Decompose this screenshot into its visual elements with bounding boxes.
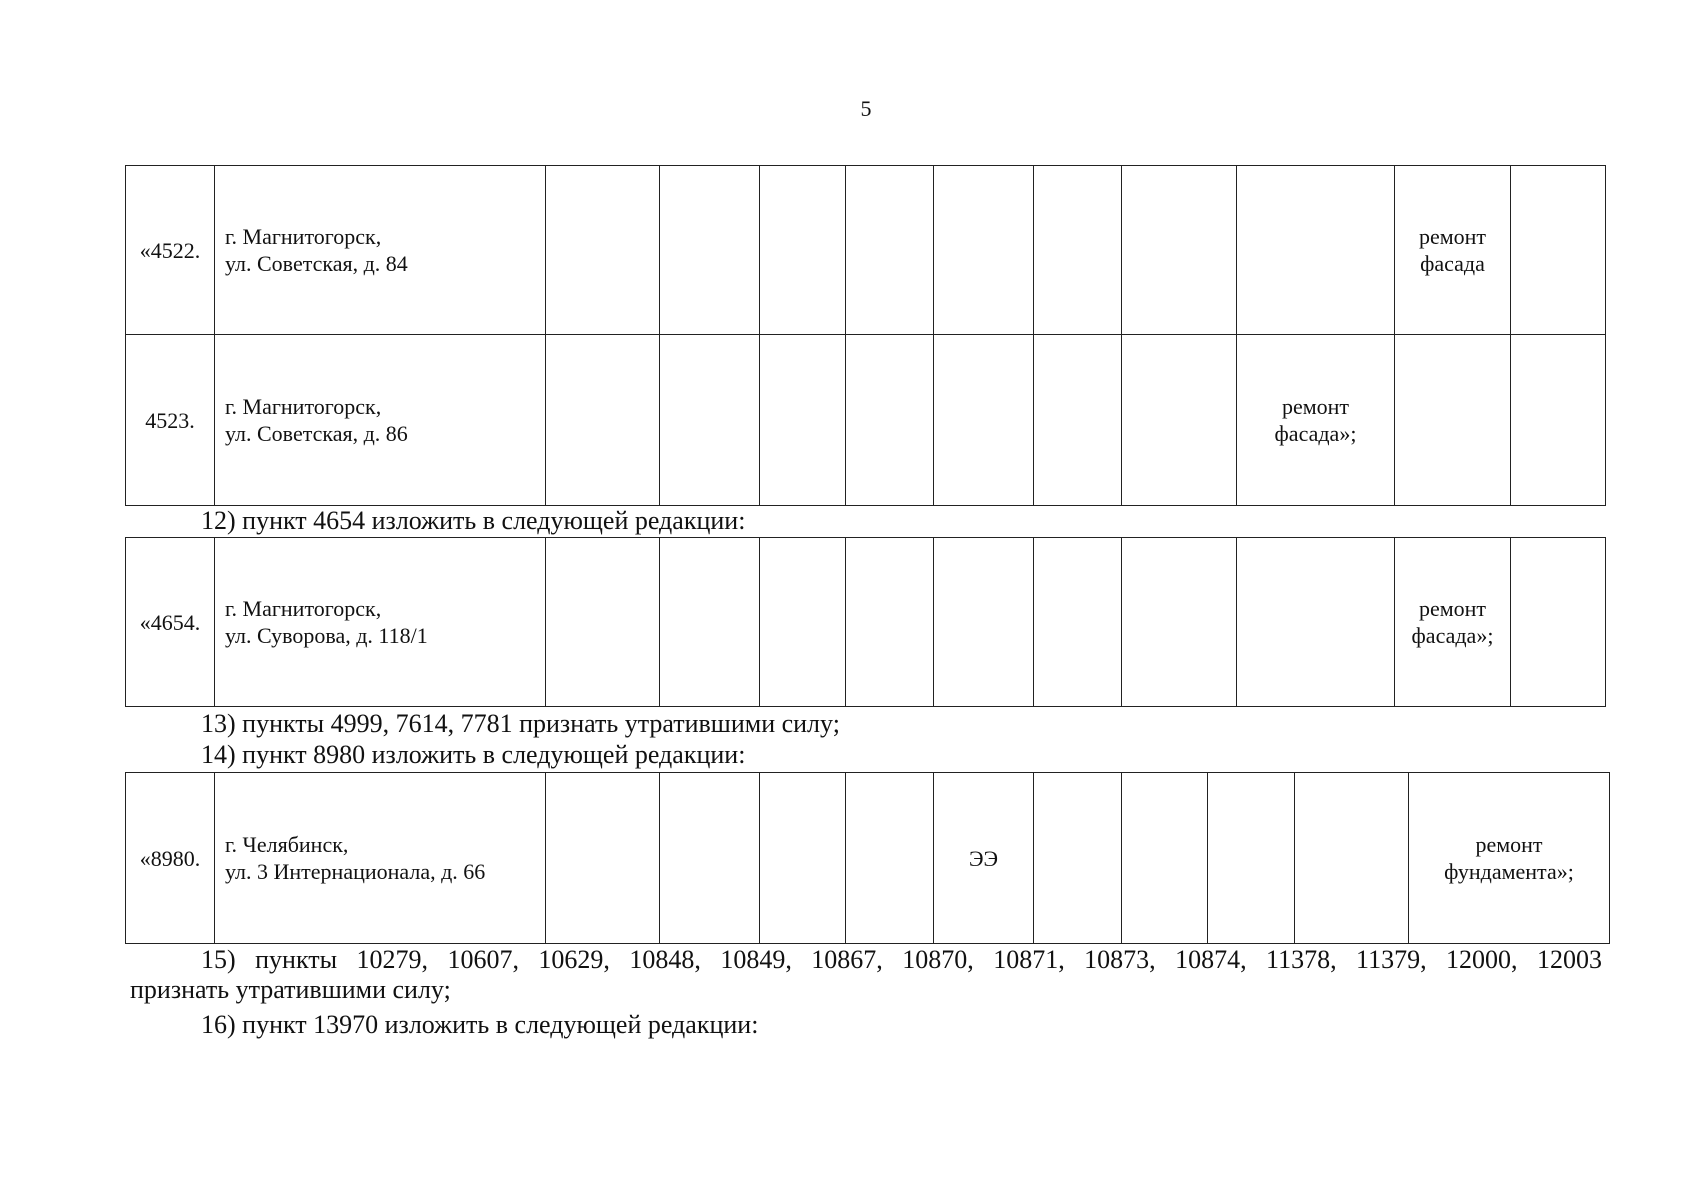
row-number: «4522. [126,166,215,335]
table-cell [934,538,1034,707]
address-street: ул. 3 Интернационала, д. 66 [225,859,486,884]
table-row [126,538,1606,707]
table-cell [660,335,760,506]
table-row [126,335,1606,506]
row-number: «8980. [126,773,215,944]
paragraph-item-12: 12) пункт 4654 изложить в следующей редакции: [201,506,746,535]
paragraph-item-16: 16) пункт 13970 изложить в следующей редакции: [201,1010,759,1039]
program-table-4522-4523 [125,165,1606,506]
table-cell [1395,335,1511,506]
table-cell [760,773,846,944]
paragraph-item-13: 13) пункты 4999, 7614, 7781 признать утратившими силу; [201,709,840,738]
address-cell [215,166,546,335]
table-row [126,166,1606,335]
table-cell [660,538,760,707]
table-cell [846,335,934,506]
table-cell [1034,538,1122,707]
table-cell [1034,773,1122,944]
table-cell [760,335,846,506]
table-cell [546,166,660,335]
table-cell [760,538,846,707]
table-cell [546,335,660,506]
table-cell [934,166,1034,335]
table-cell [660,773,760,944]
paragraph-item-15-line-2: признать утратившими силу; [130,975,451,1004]
table-cell [846,538,934,707]
table-cell [1122,538,1237,707]
table-cell [1122,773,1208,944]
table-cell [1295,773,1409,944]
table-cell [934,335,1034,506]
work-type-cell: ремонт фундамента»; [1409,773,1610,944]
table-cell [546,773,660,944]
table-cell [1034,335,1122,506]
table-cell [1208,773,1295,944]
paragraph-item-15 [130,945,1602,1005]
address-city: г. Челябинск, [225,832,349,857]
table-cell [1122,335,1237,506]
address-cell [215,335,546,506]
program-table-8980 [125,772,1610,944]
paragraph-item-14: 14) пункт 8980 изложить в следующей редакции: [201,740,746,769]
table-cell [1034,166,1122,335]
table-cell [1511,166,1606,335]
table-cell [1511,335,1606,506]
table-cell [1237,538,1395,707]
address-cell [215,538,546,707]
address-street: ул. Советская, д. 86 [225,421,408,446]
table-cell [660,166,760,335]
paragraph-item-15-line-1: 15) пункты 10279, 10607, 10629, 10848, 10849, 10867, 10870, 10871, 10873, 10874, 11378, 11379, 12000, 12003 [201,945,1602,974]
address-street: ул. Советская, д. 84 [225,251,408,276]
address-street: ул. Суворова, д. 118/1 [225,623,428,648]
work-type-cell: ремонт фасада [1395,166,1511,335]
address-city: г. Магнитогорск, [225,224,382,249]
table-cell [546,538,660,707]
table-cell [760,166,846,335]
table-cell [846,166,934,335]
page-number: 5 [860,96,872,121]
table-row [126,773,1610,944]
row-number: 4523. [126,335,215,506]
table-cell [1237,166,1395,335]
work-type-cell: ремонт фасада»; [1237,335,1395,506]
work-type-cell: ремонт фасада»; [1395,538,1511,707]
energy-efficiency-cell: ЭЭ [934,773,1034,944]
table-cell [1122,166,1237,335]
row-number: «4654. [126,538,215,707]
program-table-4654 [125,537,1606,707]
table-cell [846,773,934,944]
table-cell [1511,538,1606,707]
address-cell [215,773,546,944]
address-city: г. Магнитогорск, [225,394,382,419]
address-city: г. Магнитогорск, [225,596,382,621]
